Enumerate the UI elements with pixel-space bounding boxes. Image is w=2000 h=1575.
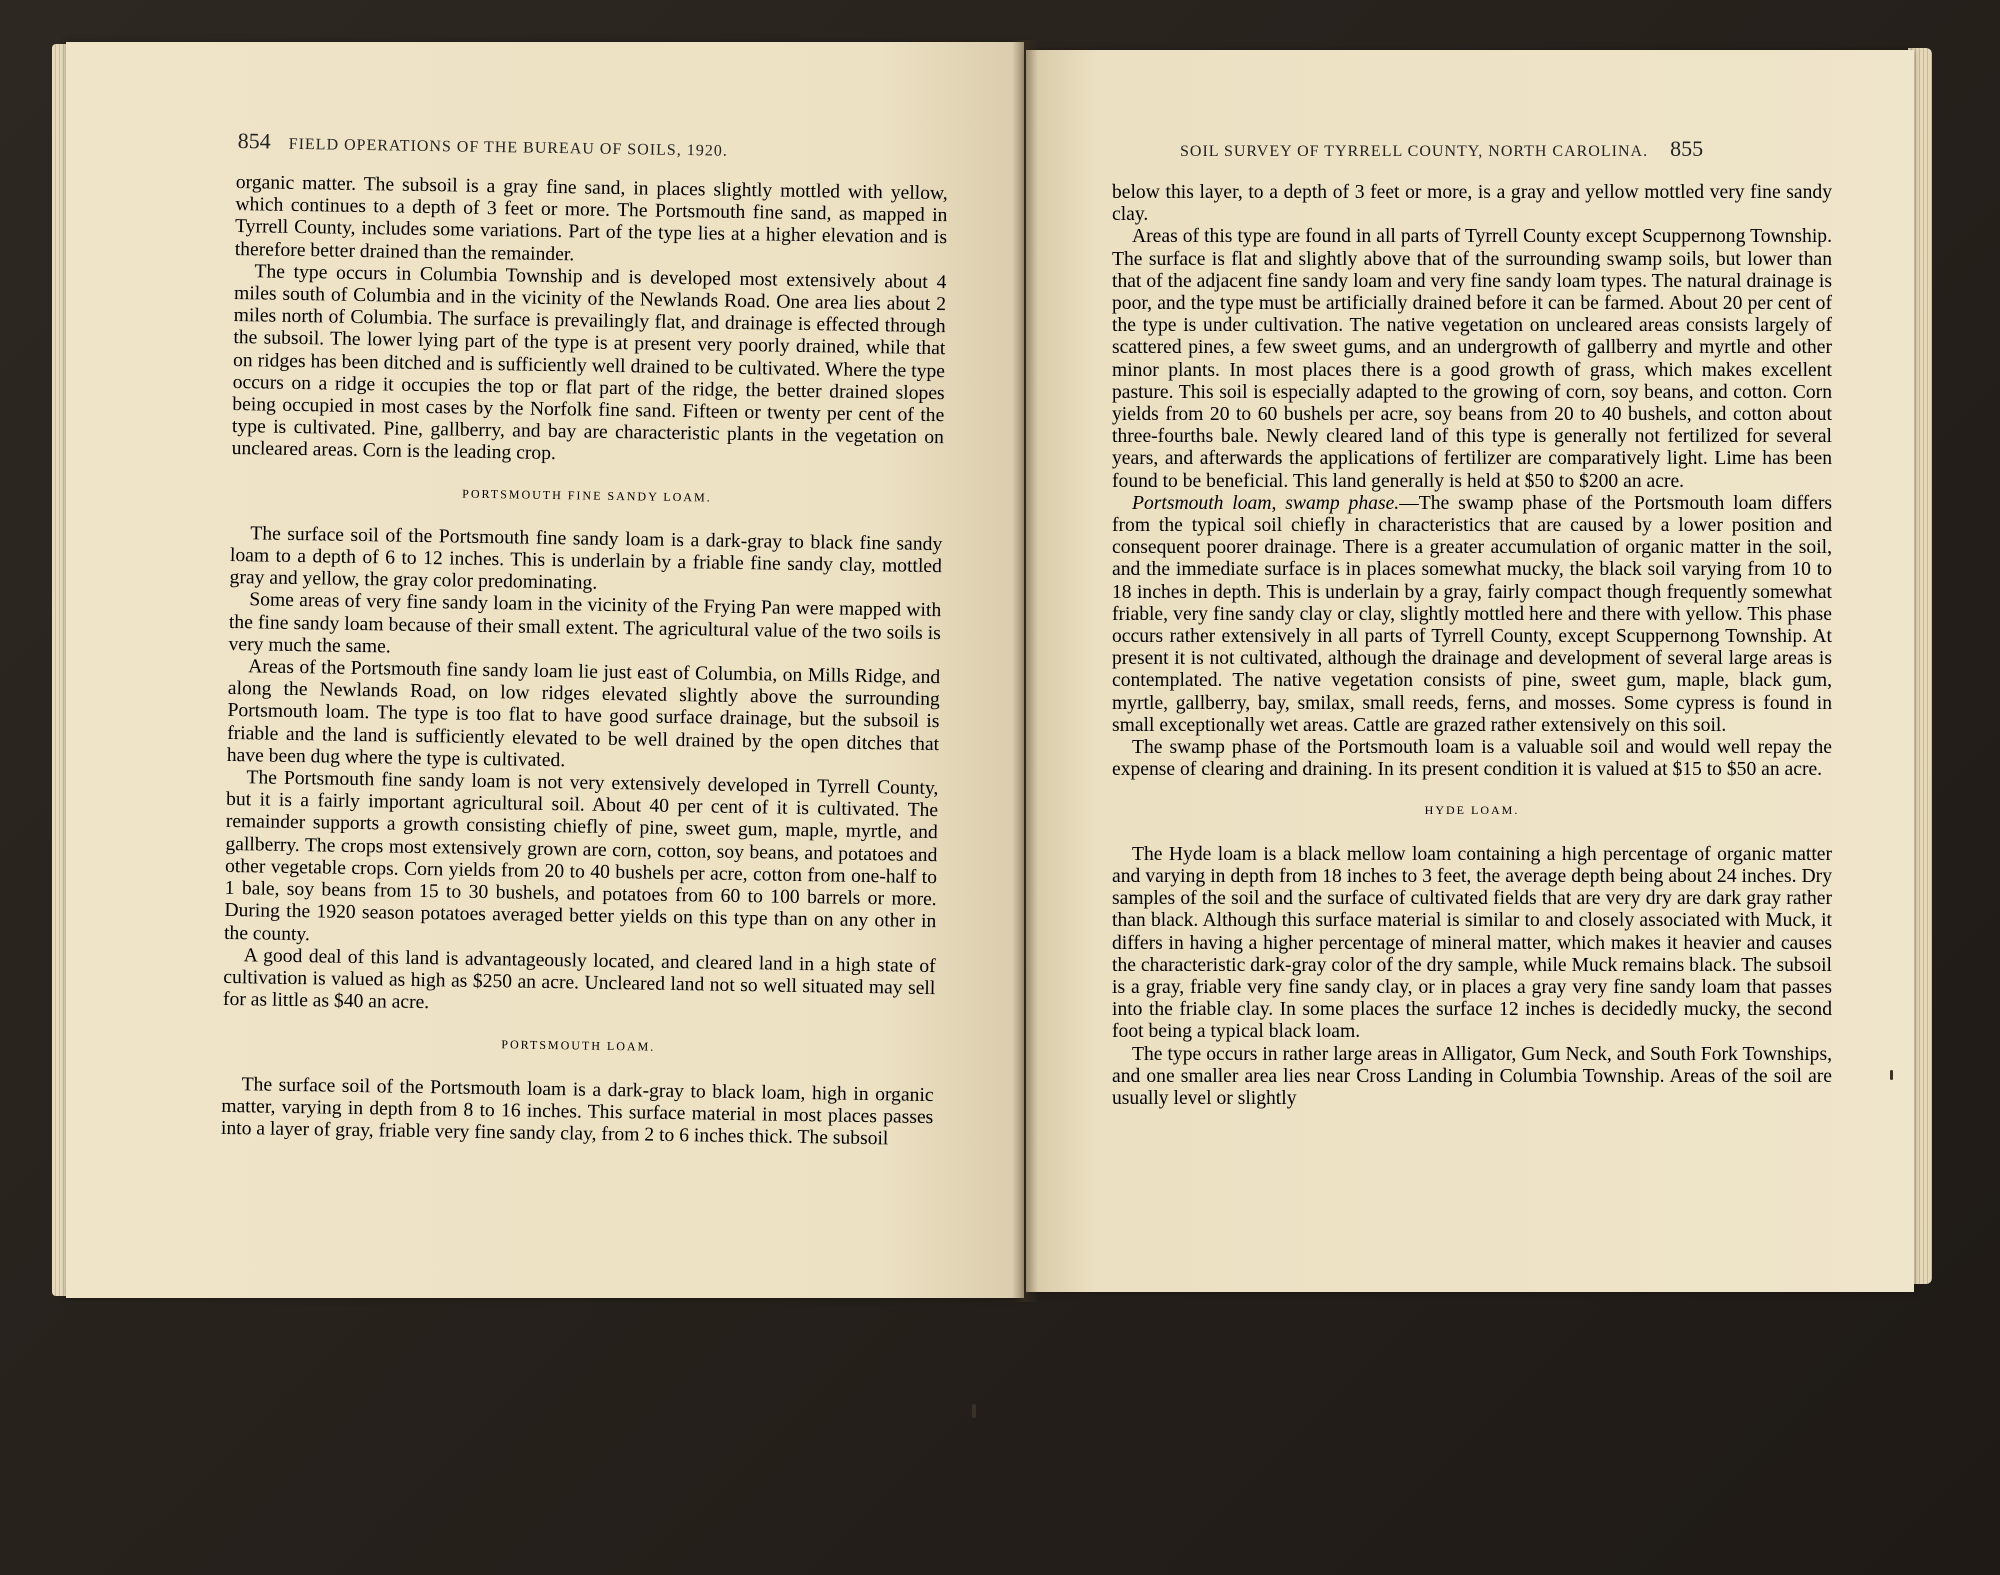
ink-mark (1890, 1070, 1893, 1080)
ink-mark (972, 1404, 976, 1418)
paragraph (1112, 493, 1832, 737)
left-page-text (221, 172, 948, 1151)
paragraph: The surface soil of the Portsmouth loam is a dark-gray to black loam, high in organic matter, varying in depth from 8 to 16 inches. This surface material in most places passes into a layer of gray, friable very fine sandy clay, from 2 to 6 inches thick. The subsoil (220, 1073, 934, 1150)
paragraph: Areas of the Portsmouth fine sandy loam lie just east of Columbia, on Mills Ridge, and along the Newlands Road, on low ridges elevated slightly above the surrounding Portsmouth loam. The type is too flat to have good surface drainage, but the subsoil is friable and the land is sufficiently elevated to be well drained by the open ditches that have been dug where the type is cultivated. (226, 656, 941, 772)
paragraph: Areas of this type are found in all parts of Tyrrell County except Scuppernong Township. The surface is flat and slightly above that of the surrounding swamp soils, but lower than that of the adjacent fine sandy loam and very fine sandy loam types. The natural drainage is poor, and the type must be artificially drained before it can be farmed. About 20 per cent of the type is under cultivation. The native vegetation on uncleared areas consists largely of scattered pines, a few sweet gums, and an undergrowth of gallberry and myrtle and other minor plants. In most places there is a good growth of grass, which makes excellent pasture. This soil is especially adapted to the growing of corn, soy beans, and cotton. Corn yields from 20 to 60 bushels per acre, soy beans from 20 to 40 bushels, and cotton about three-fourths bale. Newly cleared land of this type is generally not fertilized for several years, and afterwards the applications of fertilizer are comparatively light. Lime has been found to be beneficial. This land generally is held at $50 to $200 an acre. (1112, 226, 1832, 492)
right-page-text (1112, 182, 1832, 1110)
paragraph: Some areas of very fine sandy loam in the vicinity of the Frying Pan were mapped with the fine sandy loam because of their small extent. The agricultural value of the two soils is very much the same. (228, 589, 942, 658)
paragraph: The Hyde loam is a black mellow loam containing a high percentage of organic matter and varying in depth from 18 inches to 3 feet, the average depth being about 24 inches. Dry samples of the soil and the surface of cultivated fields that are very dry are dark gray rather than black. Although this surface material is similar to and closely associated with Muck, it differs in having a higher percentage of mineral matter, which makes it heavier and causes the characteristic dark-gray color of the dry sample, while Muck remains black. The subsoil is a gray, friable very fine sandy clay, or in places a gray very fine sandy loam that passes into the friable clay. In some places the surface 12 inches is decidedly mucky, the second foot being a typical black loam. (1112, 843, 1832, 1043)
section-heading: PORTSMOUTH FINE SANDY LOAM. (462, 486, 712, 505)
left-running-title: FIELD OPERATIONS OF THE BUREAU OF SOILS, 1920. (288, 135, 728, 160)
section-heading: PORTSMOUTH LOAM. (501, 1037, 656, 1055)
paragraph: organic matter. The subsoil is a gray fine sand, in places slightly mottled with yellow, which continues to a depth of 3 feet or more. The Portsmouth fine sand, as mapped in Tyrrell County, includes some variations. Part of the type lies at a higher elevation and is therefore better drained than the remainder. (234, 172, 948, 265)
book-gutter (1012, 40, 1038, 1302)
italic-subheading: Portsmouth loam, swamp phase. (1132, 492, 1400, 514)
paragraph: The Portsmouth fine sandy loam is not very extensively developed in Tyrrell County, but it is a fairly important agricultural soil. About 40 per cent of it is cultivated. The remainder supports a growth consisting chiefly of pine, sweet gum, maple, myrtle, and gallberry. The crops most extensively grown are corn, cotton, soy beans, and potatoes and other vegetable crops. Corn yields from 20 to 40 bushels per acre, cotton from one-half to 1 bale, soy beans from 15 to 30 bushels, and potatoes from 60 to 100 barrels or more. During the 1920 season potatoes averaged better yields on this type than on any other in the county. (223, 767, 939, 945)
paragraph: The swamp phase of the Portsmouth loam is a valuable soil and would well repay the expense of clearing and draining. In its present condition it is valued at $15 to $50 an acre. (1112, 737, 1832, 781)
section-heading: HYDE LOAM. (1424, 803, 1520, 818)
paragraph: The surface soil of the Portsmouth fine sandy loam is a dark-gray to black fine sandy loam to a depth of 6 to 12 inches. This is underlain by a friable fine sandy clay, mottled gray and yellow, the gray color predominating. (229, 523, 943, 594)
paragraph: The type occurs in Columbia Township and is developed most extensively about 4 miles south of Columbia and in the vicinity of the Newlands Road. One area lies about 2 miles north of Columbia. The surface is prevailingly flat, and drainage is effected through the subsoil. The lower lying part of the type is at present very poorly drained, while that on ridges has been ditched and is sufficiently well drained to be cultivated. Where the type occurs on a ridge it occupies the top or flat part of the ridge, the better drained slopes being occupied in most cases by the Norfolk fine sand. Fifteen or twenty per cent of the type is cultivated. Pine, gallberry, and bay are characteristic plants in the vegetation on uncleared areas. Corn is the leading crop. (231, 261, 947, 465)
right-running-title: SOIL SURVEY OF TYRRELL COUNTY, NORTH CAROLINA. (1180, 143, 1649, 160)
paragraph: A good deal of this land is advantageously located, and cleared land in a high state of cultivation is valued as high as $250 an acre. Uncleared land not so well situated may sell for as little as $40 an acre. (222, 944, 936, 1014)
right-page-number: 855 (1670, 136, 1704, 161)
left-page-number: 854 (237, 128, 271, 154)
paragraph: The type occurs in rather large areas in Alligator, Gum Neck, and South Fork Townships, and one smaller area lies near Cross Landing in Columbia Township. Areas of the soil are usually level or slightly (1112, 1043, 1832, 1109)
paragraph-body: —The swamp phase of the Portsmouth loam differs from the typical soil chiefly in characteristics that are caused by a lower position and consequent poorer drainage. There is a greater accumulation of organic matter in the soil, and the immediate surface is in places somewhat mucky, the black soil varying from 10 to 18 inches in depth. This is underlain by a gray, fairly compact though frequently somewhat friable, very fine sandy clay or clay, slightly mottled here and there with yellow. This phase occurs rather extensively in all parts of Tyrrell County, except Scuppernong Township. At present it is not cultivated, although the drainage and development of several large areas is contemplated. The native vegetation consists of pine, sweet gum, maple, black gum, myrtle, gallberry, bay, smilax, small reeds, ferns, and mosses. Some cypress is found in small exceptionally wet areas. Cattle are grazed rather extensively on this soil. (1112, 492, 1832, 736)
right-running-head (1180, 136, 1703, 162)
paragraph: below this layer, to a depth of 3 feet or more, is a gray and yellow mottled very fine sandy clay. (1112, 182, 1832, 226)
